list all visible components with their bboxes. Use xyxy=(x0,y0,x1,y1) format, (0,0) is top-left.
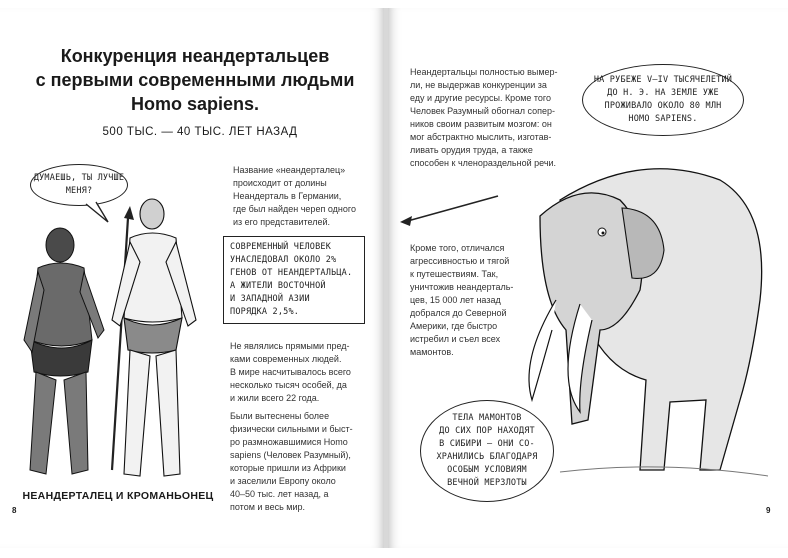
text-line: Были вытеснены более xyxy=(230,411,330,421)
text-line: цев, 15 000 лет назад xyxy=(410,295,501,305)
note-line: СОВРЕМЕННЫЙ ЧЕЛОВЕК xyxy=(230,242,332,252)
bubble-line: ОСОБЫМ УСЛОВИЯМ xyxy=(447,465,527,475)
text-line: 40–50 тыс. лет назад, а xyxy=(230,489,329,499)
text-line: потом и весь мир. xyxy=(230,502,306,512)
text-line: ро размножавшимися Homo xyxy=(230,437,348,447)
period-subtitle: 500 ТЫС. — 40 ТЫС. ЛЕТ НАЗАД xyxy=(102,126,298,138)
text-line: Неандерталь в Германии, xyxy=(233,191,342,201)
text-line: sapiens (Человек Разумный), xyxy=(230,450,351,460)
note-line: И ЗАПАДНОЙ АЗИИ xyxy=(230,294,310,304)
text-line: несколько тысяч особей, да xyxy=(230,380,347,390)
bubble-line: ТЕЛА МАМОНТОВ xyxy=(452,413,522,423)
note-line: ГЕНОВ ОТ НЕАНДЕРТАЛЬЦА. xyxy=(230,268,353,278)
bubble-line: ВЕЧНОЙ МЕРЗЛОТЫ xyxy=(447,478,527,488)
bubble-line: МЕНЯ? xyxy=(65,186,93,196)
text-line: где был найден череп одного xyxy=(233,204,356,214)
bubble-line: ДО СИХ ПОР НАХОДЯТ xyxy=(439,426,535,436)
text-line: ками современных людей. xyxy=(230,354,342,364)
bubble-line: ДО Н. Э. НА ЗЕМЛЕ УЖЕ xyxy=(607,88,719,98)
bubble-line: ПРОЖИВАЛО ОКОЛО 80 МЛН xyxy=(604,101,722,111)
text-line: и жили всего 22 года. xyxy=(230,393,320,403)
text-line: мамонтов. xyxy=(410,347,454,357)
bubble-line: ХРАНИЛИСЬ БЛАГОДАРЯ xyxy=(436,452,538,462)
text-line: из его представителей. xyxy=(233,217,331,227)
text-line: ливать орудия труда, а также xyxy=(410,145,533,155)
permafrost-fact-bubble xyxy=(420,400,554,502)
text-line: еду и другие ресурсы. Кроме того xyxy=(410,93,552,103)
bubble-line: HOMO SAPIENS. xyxy=(628,114,698,124)
text-line: Неандертальцы полностью вымер- xyxy=(410,67,558,77)
title-line: с первыми современными людьми xyxy=(35,70,355,90)
text-line: В мире насчитывалось всего xyxy=(230,367,351,377)
text-line: которые пришли из Африки xyxy=(230,463,346,473)
note-line: ПОРЯДКА 2,5%. xyxy=(230,307,300,317)
note-line: УНАСЛЕДОВАЛ ОКОЛО 2% xyxy=(230,255,337,265)
text-line: Человек Разумный обогнал сопер- xyxy=(410,106,556,116)
text-line: мог абстрактно мыслить, изготав- xyxy=(410,132,552,142)
bubble-line: ДУМАЕШЬ, ТЫ ЛУЧШЕ xyxy=(33,173,125,183)
text-line: Америки, где быстро xyxy=(410,321,498,331)
text-line: Название «неандерталец» xyxy=(233,165,346,175)
text-line: Не являлись прямыми пред- xyxy=(230,341,350,351)
title-line: Homo sapiens. xyxy=(130,94,260,114)
text-line: агрессивностью и тягой xyxy=(410,256,510,266)
text-line: к путешествиям. Так, xyxy=(410,269,499,279)
page-number-left: 8 xyxy=(12,506,17,515)
text-line: Кроме того, отличался xyxy=(410,243,505,253)
text-line: физически сильными и быст- xyxy=(230,424,353,434)
text-line: происходит от долины xyxy=(233,178,327,188)
text-line: ников своим развитым мозгом: он xyxy=(410,119,552,129)
text-line: уничтожив неандерталь- xyxy=(410,282,514,292)
note-line: А ЖИТЕЛИ ВОСТОЧНОЙ xyxy=(230,281,326,291)
text-line: добрался до Северной xyxy=(410,308,507,318)
text-line: способен к членораздельной речи. xyxy=(410,158,557,168)
bubble-line: В СИБИРИ – ОНИ СО- xyxy=(439,439,535,449)
illustration-caption: НЕАНДЕРТАЛЕЦ И КРОМАНЬОНЕЦ xyxy=(22,490,214,502)
text-line: ли, не выдержав конкуренции за xyxy=(410,80,547,90)
page-number-right: 9 xyxy=(766,506,771,515)
title-line: Конкуренция неандертальцев xyxy=(60,46,330,66)
bubble-line: НА РУБЕЖЕ V–IV ТЫСЯЧЕЛЕТИЙ xyxy=(593,75,733,85)
text-line: истребил и съел всех xyxy=(410,334,501,344)
text-line: и заселили Европу около xyxy=(230,476,336,486)
